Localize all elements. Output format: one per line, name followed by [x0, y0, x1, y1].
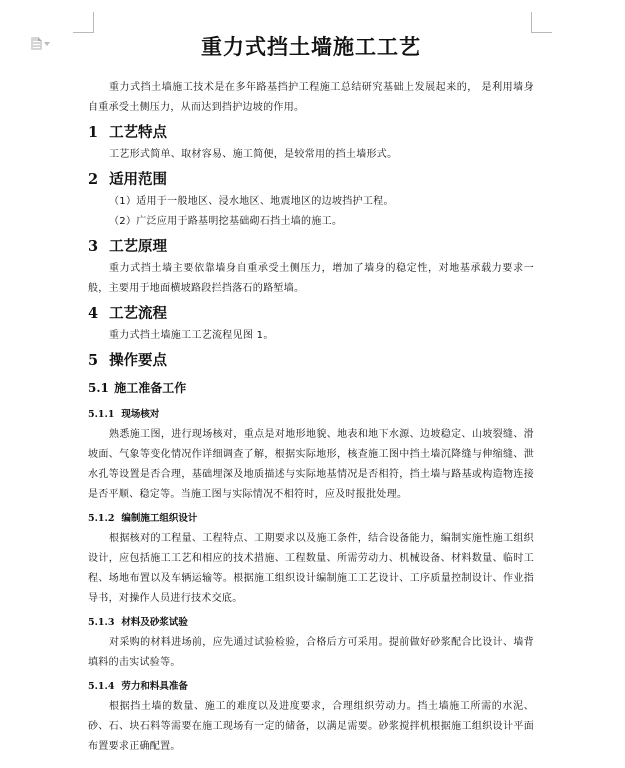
subsubsection-heading-1: 5.1.1 现场核对 [88, 409, 160, 420]
list-item: （2）广泛应用于路基明挖基础砌石挡土墙的施工。 [109, 216, 343, 227]
document-page [88, 30, 534, 757]
list-item: （1）适用于一般地区、浸水地区、地震地区的边坡挡护工程。 [109, 196, 394, 207]
section-body-1: 工艺形式简单、取材容易、施工简便，是较常用的挡土墙形式。 [109, 149, 398, 160]
page-title: 重力式挡土墙施工工艺 [201, 34, 421, 59]
section-heading-4: 4 工艺流程 [88, 305, 168, 322]
section-body-4: 重力式挡土墙施工工艺流程见图 1。 [109, 330, 274, 341]
chevron-down-icon [44, 42, 50, 46]
document-menu[interactable] [31, 37, 50, 50]
subsubsection-heading-3: 5.1.3 材料及砂浆试验 [88, 617, 188, 628]
document-icon [31, 37, 42, 50]
section-heading-5: 5 操作要点 [88, 352, 168, 369]
subsubsection-body-4: 根据挡土墙的数量、施工的难度以及进度要求，合理组织劳动力。挡土墙施工所需的水泥、砂、石、块石料等需要在施工现场有一定的储备，以满足需要。砂浆搅拌机根据施工组织设计平面布置要求正确配置。 [88, 701, 534, 752]
section-heading-2: 2 适用范围 [88, 171, 168, 188]
page-corner-mark-right [531, 12, 552, 33]
intro-paragraph: 重力式挡土墙施工技术是在多年路基挡护工程施工总结研究基础上发展起来的， 是利用墙身自重承受土侧压力，从而达到挡护边坡的作用。 [88, 82, 534, 113]
subsubsection-body-3: 对采购的材料进场前，应先通过试验检验，合格后方可采用。提前做好砂浆配合比设计、墙背填料的击实试验等。 [88, 637, 534, 668]
subsubsection-heading-2: 5.1.2 编制施工组织设计 [88, 513, 198, 524]
subsection-heading: 5.1 施工准备工作 [88, 381, 187, 395]
subsubsection-body-2: 根据核对的工程量、工程特点、工期要求以及施工条件，结合设备能力，编制实施性施工组织设计，应包括施工工艺和相应的技术措施、工程数量、所需劳动力、机械设备、材料数量、临时工程、场地布置以及车辆运输等。根据施工组织设计编制施工工艺设计、工序质量控制设计、作业指导书，对操作人员进行技术交底。 [88, 533, 534, 604]
section-heading-3: 3 工艺原理 [88, 238, 168, 255]
subsubsection-heading-4: 5.1.4 劳力和料具准备 [88, 681, 188, 692]
section-heading-1: 1 工艺特点 [88, 124, 168, 141]
section-body-3: 重力式挡土墙主要依靠墙身自重承受土侧压力，增加了墙身的稳定性，对地基承载力要求一般，主要用于地面横坡路段拦挡落石的路堑墙。 [88, 263, 534, 294]
subsubsection-body-1: 熟悉施工图，进行现场核对，重点是对地形地貌、地表和地下水源、边坡稳定、山坡裂缝、滑坡面、气象等变化情况作详细调查了解，根据实际地形，核查施工图中挡土墙沉降缝与伸缩缝、泄水孔等设置是否合理，基础埋深及地质描述与实际地基情况是否相符，挡土墙与路基或构造物连接是否平顺、稳定等。当施工图与实际情况不相符时，应及时报批处理。 [88, 429, 534, 500]
